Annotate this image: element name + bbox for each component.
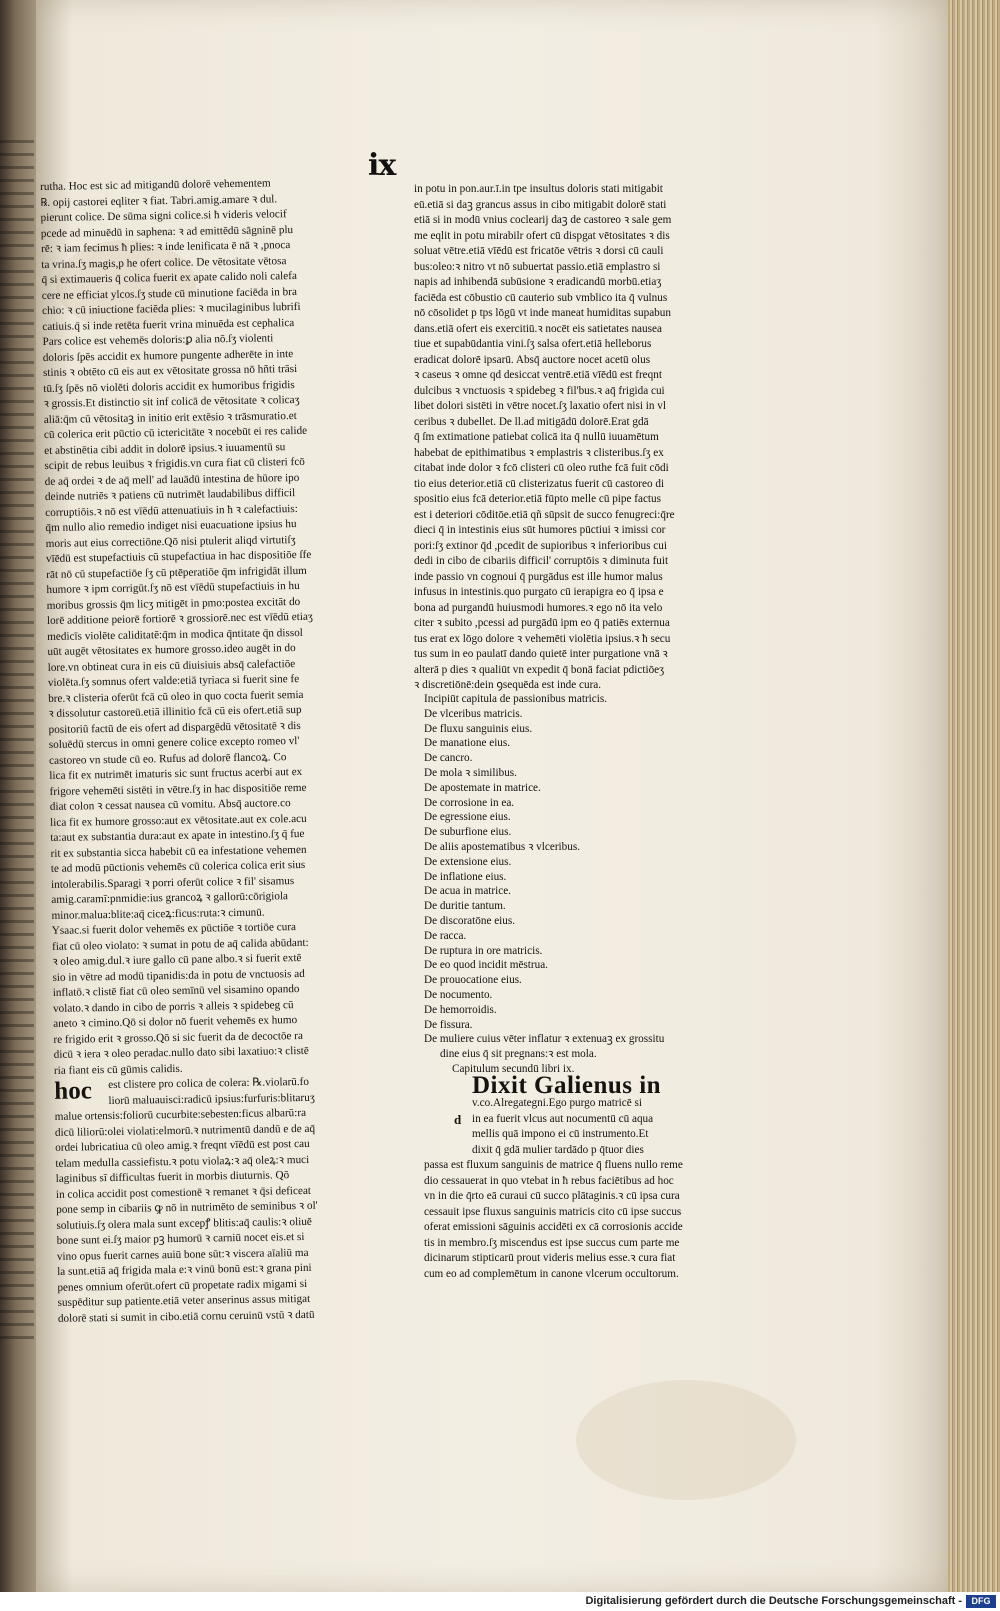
text-line: chio: ꝛ cū iniuctione faciēda plies: ꝛ mucilaginibus lubrifi <box>41 300 301 317</box>
chapter-list-item: De vlceribus matricis. <box>424 707 523 720</box>
text-line: sio in vētre ad modū tipanidis:da in potu de vnctuosis ad <box>52 967 305 984</box>
text-line: aliā:q̄m cū vētositaꝫ in initio erit extēsio ꝛ trāsmuratio.et <box>43 409 297 426</box>
text-line: penes omnium oferūt.ofert cū propetate radix migami si <box>57 1277 308 1294</box>
text-line: castoreo vn stude cū eo. Rufus ad dolorē flancoꝝ. Co <box>49 750 287 767</box>
text-line: cere ne efficiat ylcos.ſʒ stude cū minutione faciēda in bra <box>41 285 298 302</box>
text-line: ꝛ grossis.Et distinctio sit inf colicā de vētositate ꝛ colicaʒ <box>43 393 300 410</box>
text-line: ordei lubricatiua cū oleo amig.ꝛ freqnt vīēdū est post cau <box>55 1137 310 1154</box>
initial-paragraph <box>54 1074 358 1327</box>
text-line: bre.ꝛ clisteria oferūt fcā cū oleo in quo cocta fuerit semia <box>48 688 304 705</box>
chapter-list-item: De eo quod incidit mēstrua. <box>424 959 548 972</box>
text-line: suspēditur sup patiente.etiā veter anserinus assus mitigat <box>57 1292 311 1309</box>
text-line: libet dolori sistēti in vētre nocet.ſʒ laxatio ofert nisi in vl <box>414 400 666 412</box>
text-line: laginibus sī difficultas fuerit in morbis diuturnis. Qō <box>55 1169 290 1185</box>
text-line: violēta.ſʒ somnus ofert valde:etiā tyriaca si fuerit sine fe <box>47 672 300 689</box>
text-line: in potu in pon.aur.ī.in tpe insultus doloris stati mitigabit <box>414 183 663 195</box>
chapter-list-item: De egressione eius. <box>424 811 511 824</box>
text-line: dieci q̄ in intestinis eius sūt humores pūctiui ꝛ imissi cor <box>414 524 666 536</box>
chapter-list-item: De extensione eius. <box>424 855 512 868</box>
text-line: soluat vētre.etiā vīēdū est fricatōe vētris ꝛ dorsi cū cauli <box>414 245 664 257</box>
right-text-column <box>414 182 722 694</box>
text-line: corruptiōis.ꝛ nō est vīēdū attenuatiuis in ħ ꝛ calefactiuis: <box>45 502 298 519</box>
text-line: moris aut eius correctiōne.Qō nisi ptulerit aliqd virtutiſʒ <box>45 533 296 550</box>
text-line: rutha. Hoc est sic ad mitigandū dolorē vehementem <box>40 177 271 193</box>
chapter-list <box>424 692 664 1077</box>
text-line: pierunt colice. De sūma signi colice.si ħ videris velocif <box>40 208 287 224</box>
text-line: dicinarum stipticarū prout videris melius esse.ꝛ cura fiat <box>424 1252 676 1264</box>
text-line: rē: ꝛ iam fecimus ħ plies: ꝛ inde lenificata ē nā ꝛ ,pnoca <box>40 239 291 255</box>
text-line: ꝛ dissolutur castoreū.etiā illinitio fcā cū eis ofert.etiā sup <box>48 703 302 720</box>
text-line: dedi in cibo de cibariis difficil' corruptōis ꝛ diminuta fuit <box>414 555 669 567</box>
text-line: citer ꝛ subito ,pcessi ad purgādū ipm eo q̄ patiēs externua <box>414 617 670 629</box>
chapter-list-item: De racca. <box>424 929 467 942</box>
text-line: est i deteriori cōditōe.etiā qñ sūpsit de succo fenugreci:q̄re <box>414 508 675 521</box>
text-line: infusus in intestinis.quo purgato cū ierapigra eo q̄ ipsa e <box>414 586 664 598</box>
chapter-list-item: De prouocatione eius. <box>424 974 522 987</box>
chapter-list-items <box>424 707 664 1062</box>
text-line: passa est fluxum sanguinis de matrice q̄ fluens nullo reme <box>424 1159 683 1171</box>
text-line: ꝛ discretiōnē:dein ꝯsequēda est inde cura. <box>414 679 602 691</box>
text-line: rit ex substantia sicca habebit cū ea infestatione vehemen <box>50 843 307 860</box>
text-line: eradicat dolorē ipsarū. Absq̄ auctore nocet acetū olus <box>414 353 651 366</box>
chapter-list-item: De apostemate in matrice. <box>424 781 541 794</box>
text-line: positoriū factū de eis ofert ad dispargēdū vētositatē ꝛ dis <box>48 719 301 736</box>
chapter-two-lines <box>424 1096 683 1282</box>
chapter-two-title: Dixit Galienus in <box>472 1072 662 1099</box>
text-line: bone sunt ei.ſʒ maior pꝫ humorū ꝛ carniū nocet eis.et si <box>56 1230 305 1247</box>
text-line: malue ortensis:foliorū cucurbite:sebesten:ficus albarū:ra <box>54 1106 307 1123</box>
previous-page-edge <box>0 0 38 1592</box>
text-line: in ea fuerit vlcus aut nocumentū cū aqua <box>472 1112 654 1125</box>
chapter-list-intro: Incipiūt capitula de passionibus matricis. <box>424 693 607 705</box>
initial-paragraph-lines <box>54 1074 358 1327</box>
text-line: cum eo ad complemētum in canone vlcerum occultorum. <box>424 1267 679 1280</box>
text-line: catiuis.q̄ si inde retēta fuerit vrina minuēda est cephalica <box>42 316 295 333</box>
text-line: uūt augēt vētositates ex humore grosso.ideo augēt in do <box>47 642 296 658</box>
text-line: deinde nutriēs ꝛ patiens cū nutrimēt laudabilibus difficil <box>44 487 296 503</box>
text-line: faciēda est cōbustio cū cauterio sub vmblico ita q̄ vulnus <box>414 291 668 304</box>
text-line: napis ad inhibendā subūsione ꝛ eradicandū morbū.etiaʒ <box>414 276 662 288</box>
text-line: ta vrina.ſʒ magis,p he ofert colice. De vētositate vētosa <box>41 254 287 271</box>
text-line: tis in membro.ſʒ miscendus est ipse succus cum parte me <box>424 1236 680 1249</box>
text-line: dicū ꝛ iera ꝛ oleo peradac.nullo dato sibi laxatiuo:ꝛ clistē <box>53 1044 309 1061</box>
text-line: telam medulla cassiefistu.ꝛ potu violaꝝ:ꝛ aq̄ oleꝝ:ꝛ muci <box>55 1153 310 1170</box>
text-line: lica fit ex nutrimēt imaturis sic sunt fructus acerbi aut ex <box>49 765 303 782</box>
text-line: lore.vn obtineat cura in eis cū diuisiuis absq̄ calefactiōe <box>47 657 296 674</box>
text-line: stinis ꝛ obtēto cū eis aut ex vētositate grossa nō hñti trāsi <box>42 362 298 379</box>
text-line: Ysaac.si fuerit dolor vehemēs ex pūctiōe ꝛ tortiōe cura <box>51 921 297 937</box>
chapter-list-item: De hemorroidis. <box>424 1003 497 1016</box>
chapter-two-marker: d <box>454 1112 462 1127</box>
text-line: soluēdū stercus in omni genere colice excepto romeo vl' <box>48 734 300 751</box>
text-line: inflatō.ꝛ clistē fiat cū oleo semīnū vel sisamino opando <box>52 983 300 999</box>
text-line: Pars colice est vehemēs doloris:ꝑ alia nō.ſʒ violenti <box>42 332 274 348</box>
chapter-list-item: De corrosione in ea. <box>424 796 515 809</box>
chapter-list-item: dine eius q̄ sit pregnans:ꝛ est mola. <box>440 1048 597 1061</box>
text-line: liorū maluauisci:radicū ipsius:furfuris:blitaruʒ <box>108 1091 315 1107</box>
decorated-initial: hoc <box>54 1077 93 1105</box>
chapter-list-item: De manatione eius. <box>424 737 511 750</box>
text-line: lorē additione peiorē fortiorē ꝛ grossiorē.nec est vīēdū etiaʒ <box>46 610 313 627</box>
chapter-list-item: De nocumento. <box>424 988 493 1001</box>
text-line: ꝛ oleo amig.dul.ꝛ iure gallo cū pane albo.ꝛ si fuerit extē <box>52 951 302 968</box>
text-line: minor.malua:blite:aq̄ ciceꝝ:ficus:ruta:ꝛ cimunū. <box>51 906 265 922</box>
text-line: la sunt.etiā aq̄ frigida mala e:ꝛ vinū bonū est:ꝛ grana pini <box>57 1261 312 1278</box>
previous-page-text-bleed <box>0 140 34 1340</box>
text-line: mellis quā impono ei cū instrumento.Et <box>472 1128 649 1140</box>
text-line: tus erat ex lōgo dolore ꝛ vehemēti violētia ipsius.ꝛ ħ secu <box>414 632 671 645</box>
text-line: te ad modū pūctionis vehemēs cū colerica colica erit sius <box>50 858 306 875</box>
text-line: tū.ſʒ ſpēs nō violēti doloris accidit ex humoribus frigidis <box>43 378 295 395</box>
text-line: q̄m nullo alio remedio indiget nisi euacuatione ipsius hu <box>45 518 297 534</box>
text-line: moribus grossis q̄m licʒ mitigēt in pmo:postea excitāt do <box>46 595 301 612</box>
text-line: et abstinētia cibi addit in dolorē ipsius.ꝛ iuuamentū su <box>44 440 286 457</box>
page-block-edge <box>948 0 1000 1592</box>
text-line: pori:ſʒ extinor q̄d ,pcedit de supioribus ꝛ inferioribus cui <box>414 539 667 552</box>
text-line: tiue et supabūdantia vini.ſʒ salsa ofert.etiā helleborus <box>414 338 652 350</box>
text-line: in colica accidit post comestionē ꝛ remanet ꝛ q̄si deficeat <box>55 1184 312 1201</box>
text-line: rāt nō cū stupefactiōe ſʒ cū ptēperatiōe q̄m infrigidāt illum <box>46 564 307 581</box>
text-line: citabat inde dolor ꝛ fcō clisteri cū oleo ruthe fcā fuit cōdi <box>414 462 669 474</box>
text-line: ℞. opij castorei eqliter ꝛ fiat. Tabri.amig.amare ꝛ dul. <box>40 192 278 209</box>
folio-number: ix <box>368 148 396 183</box>
text-line: intolerabilis.Sparagi ꝛ porri oferūt colice ꝛ fil' sisamus <box>50 874 295 891</box>
text-line: tus sum in eo paulatī dando quietē inter purgatione vnā ꝛ <box>414 648 668 660</box>
chapter-list-item: De duritie tantum. <box>424 900 506 913</box>
dfg-logo: DFG <box>966 1595 996 1608</box>
text-line: pone semp in cibariis ꝙ nō in nutrimēto de seminibus ꝛ ol' <box>56 1199 318 1216</box>
text-line: q̄ ſm extimatione patiebat colicā ita q̄ nullū iuuamētum <box>414 431 659 443</box>
text-line: dicū liliorū:olei violati:elmorū.ꝛ nutrimentū dandū e de aq̄ <box>54 1122 316 1139</box>
text-line: cū colerica erit pūctio cū ictericitāte ꝛ nocebūt ei res calide <box>43 424 308 441</box>
text-line: ceribus ꝛ dubellet. De ll.ad mitigādū dolorē.Erat gdā <box>414 415 649 428</box>
text-line: dixit q̄ gdā mulier tardādo p q̄tuor dies <box>472 1143 644 1156</box>
text-line: vīēdū est stupefactiuis cū stupefactiua in hac dispositiōe ſfe <box>45 548 312 565</box>
text-line: doloris ſpēs accidit ex humore pungente adherēte in inte <box>42 347 294 364</box>
chapter-list-item: De muliere cuius vēter inflatur ꝛ extenuaꝫ ex grossitu <box>424 1033 665 1046</box>
text-line: medicīs violēte caliditatē:q̄m in modica q̄ntitate q̄n dissol <box>47 626 303 643</box>
text-line: pcede ad minuēdū in saphena: ꝛ ad emittēdū sāgninē plu <box>40 223 294 240</box>
text-line: bus:oleo:ꝛ nitro vt nō subuertat passio.etiā emplastro si <box>414 260 661 273</box>
text-line: me eqlit in potu mirabilr ofert cū dispgat vētositates ꝛ dis <box>414 229 670 242</box>
text-line: tio eius deterior.etiā cū clisterizatus fuerit cū castoreo di <box>414 477 665 490</box>
chapter-list-item: De fluxu sanguinis eius. <box>424 722 533 735</box>
text-line: solutiuis.ſʒ olera mala sunt excepꝭ blitis:aq̄ caulis:ꝛ oliuē <box>56 1215 312 1232</box>
text-line: frigore vehemēti sistēti in vētre.ſʒ in hac dispositiōe reme <box>49 781 307 798</box>
chapter-list-item: De aliis apostematibus ꝛ vlceribus. <box>424 840 580 853</box>
text-line: volato.ꝛ dando in cibo de porris ꝛ alleis ꝛ spidebeg cū <box>52 998 294 1015</box>
text-line: ta:aut ex substantia dura:aut ex apate in intestino.ſʒ q̄ fue <box>50 827 305 844</box>
text-line: etiā si in modū vnius coclearij daꝫ de castoreo ꝛ sale gem <box>414 214 672 226</box>
text-line: est clistere pro colica de colera: ℞.violarū.fo <box>108 1075 310 1092</box>
text-line: dans.etiā ofert eis exercitiū.ꝛ nocēt eis satietates nausea <box>414 322 662 335</box>
text-line: bona ad purgandū huiusmodi humores.ꝛ ego nō ita velo <box>414 601 663 614</box>
text-line: lica fit ex humore grosso:aut ex vētositate.aut ex cole.acu <box>49 812 307 829</box>
text-line: dio cessauerat in quo vtebat in ħ rebus faciētibus ad hoc <box>424 1174 674 1187</box>
text-line: fiat cū oleo violato: ꝛ sumat in potu de aq̄ calida abūdant: <box>51 936 309 953</box>
text-line: humore ꝛ ipm corrigūt.ſʒ nō est vīēdū stupefactiuis in hu <box>46 579 300 596</box>
text-line: amig.caramī:pnmidie:ius grancoꝝ ꝛ gallorū:cōrigiola <box>51 890 289 906</box>
paper-stain <box>576 1380 796 1500</box>
chapter-list-item: De fissura. <box>424 1018 473 1031</box>
text-line: ria fiant eis cū gūmis calidis. <box>53 1062 183 1077</box>
text-line: eū.etiā si daꝫ grancus assus in cibo mitigabit dolorē stati <box>414 198 667 211</box>
text-line: spositio eius fcā deterior.etiā fūpto melle cū pipe factus <box>414 493 661 505</box>
chapter-list-item: De acua in matrice. <box>424 885 511 898</box>
text-line: dolorē stati si sumit in cibo.etiā cornu ceruinū vstū ꝛ datū <box>57 1308 315 1325</box>
footer-credit: Digitalisierung gefördert durch die Deutsche Forschungsgemeinschaft - <box>585 1595 962 1607</box>
chapter-list-item: De suburfione eius. <box>424 826 512 839</box>
chapter-list-item: De mola ꝛ similibus. <box>424 766 517 779</box>
text-line: q̄ si extimaueris q̄ colica fuerit ex apate calido noli calefa <box>41 269 297 286</box>
chapter-list-item: De inflatione eius. <box>424 870 507 883</box>
chapter-heading: Capitulum secundū libri ix. <box>452 1062 575 1075</box>
right-column-lines <box>414 182 722 694</box>
text-line: inde passio vn cognoui q̄ purgādus est ille humor malus <box>414 570 663 583</box>
text-line: nō cōsolidet p tps lōgū vt inde maneat humiditas supabun <box>414 307 671 319</box>
text-line: v.co.Alregategni.Ego purgo matricē si <box>472 1097 642 1109</box>
chapter-list-item: De discoratōne eius. <box>424 914 516 927</box>
text-line: cessauit ipse fluxus sanguinis matricis cito cū ipse succus <box>424 1205 682 1218</box>
text-line: dulcibus ꝛ vnctuosis ꝛ spidebeg ꝛ fil'bus.ꝛ aq̄ frigida cui <box>414 384 665 397</box>
text-line: diat colon ꝛ cessat nausea cū vomitu. Absq̄ auctore.co <box>49 797 291 813</box>
text-line: vino opus fuerit carnes auiū bone sūt:ꝛ viscera aīaliū ma <box>56 1246 309 1263</box>
left-column-lines <box>40 175 354 1079</box>
chapter-list-item: De ruptura in ore matricis. <box>424 944 543 957</box>
chapter-list-item: De cancro. <box>424 752 473 765</box>
left-text-column <box>40 175 358 1327</box>
text-line: re frigido erit ꝛ grosso.Qō si sic fuerit da de decoctōe ra <box>53 1029 304 1046</box>
footer-bar <box>0 1592 1000 1611</box>
text-line: aneto ꝛ cimino.Qō si dolor nō fuerit vehemēs ex humo <box>53 1014 298 1030</box>
text-line: oferat emissioni sāguinis accidēti ex cā corrosionis accide <box>424 1221 683 1233</box>
text-line: habebat de epithimatibus ꝛ emplastris ꝛ clisteribus.ſʒ ex <box>414 446 664 459</box>
text-line: ꝛ caseus ꝛ omne qd desiccat ventrē.etiā vīēdū est freqnt <box>414 369 662 381</box>
text-line: vn in die q̄rto eā curaui cū succo plātaginis.ꝛ cū ipsa cura <box>424 1190 680 1202</box>
text-line: scipit de rebus leuibus ꝛ frigidis.vn cura fiat cū clisteri fcō <box>44 455 305 472</box>
text-line: de aq̄ ordei ꝛ de aq̄ mell' ad lauādū intestina de hūore ipo <box>44 471 300 488</box>
text-line: alterā p dies ꝛ qualiūt vn expedit q̄ bonā faciat pdictiōeʒ <box>414 663 665 676</box>
